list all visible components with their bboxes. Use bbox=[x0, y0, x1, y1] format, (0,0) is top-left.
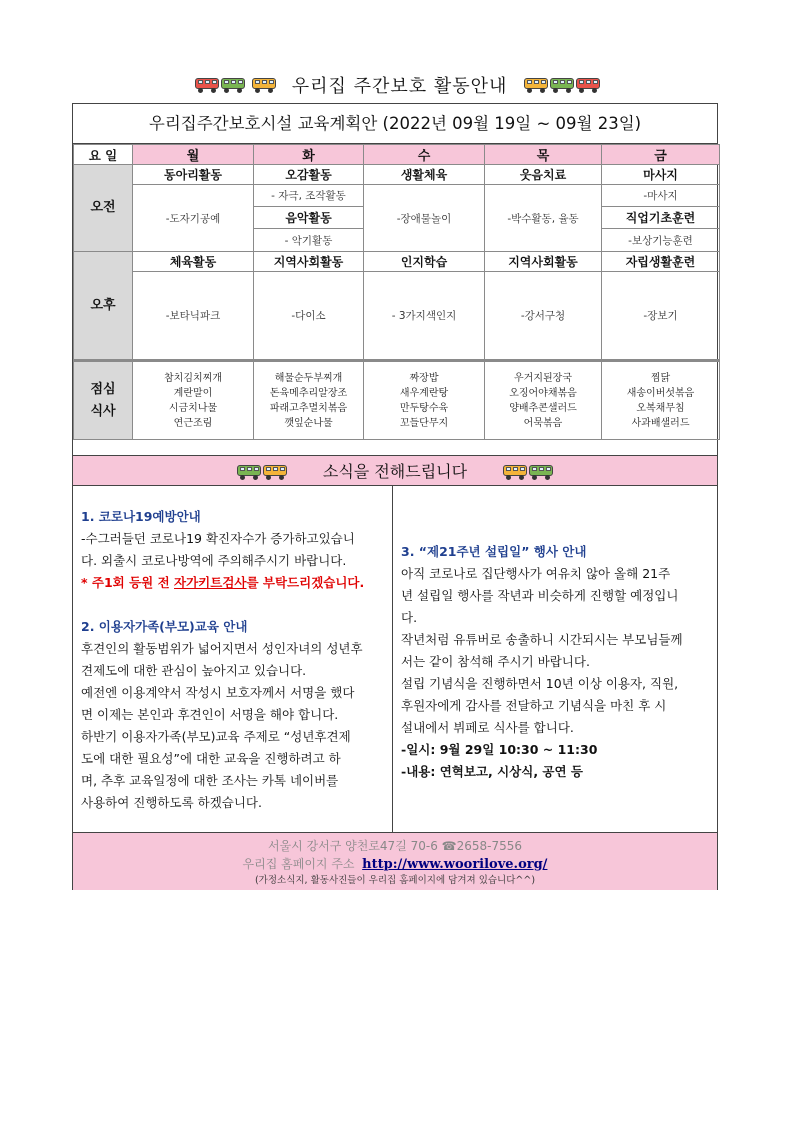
family-edu-line: 도에 대한 필요성”에 대한 교육을 진행하려고 하 bbox=[81, 751, 341, 766]
homepage-link[interactable]: http://www.woorilove.org/ bbox=[362, 857, 548, 872]
anniversary-line: 서는 같이 참석해 주시기 바랍니다. bbox=[401, 654, 590, 669]
train-icon bbox=[252, 77, 276, 93]
family-edu-line: 견제도에 대한 관심이 높아지고 있습니다. bbox=[81, 663, 307, 678]
morning-mon-detail: -도자기공예 bbox=[133, 185, 254, 252]
day-header-row bbox=[74, 145, 720, 165]
morning-thu-detail: -박수활동, 율동 bbox=[485, 185, 602, 252]
morning-fri-activity: 마사지 bbox=[602, 165, 720, 185]
news-title: 소식을 전해드립니다 bbox=[322, 462, 468, 481]
footer-homepage bbox=[73, 855, 717, 874]
morning-fri-activity-2: 직업기초훈련 bbox=[602, 207, 720, 229]
train-icon bbox=[237, 464, 261, 480]
yoil-label: 요 일 bbox=[74, 145, 133, 165]
meal-fri: 찜닭 새송이버섯볶음 오복채무침 사과배샐러드 bbox=[602, 361, 720, 440]
day-tue: 화 bbox=[254, 145, 364, 165]
homepage-label: 우리집 홈페이지 주소 bbox=[242, 857, 355, 871]
newsletter-frame bbox=[72, 103, 718, 890]
meal-tue: 해물순두부찌개 돈육메추리알장조 파래고추멸치볶음 깻잎순나물 bbox=[254, 361, 364, 440]
morning-tue-detail-2: - 악기활동 bbox=[254, 229, 364, 252]
anniversary-line: 아직 코로나로 집단행사가 여유치 않아 올해 21주 bbox=[401, 566, 671, 581]
family-edu-line: 하반기 이용자가족(부모)교육 주제로 “성년후견제 bbox=[81, 729, 351, 744]
afternoon-mon-detail: -보타닉파크 bbox=[133, 272, 254, 361]
day-mon: 월 bbox=[133, 145, 254, 165]
family-edu-line: 후견인의 활동범위가 넓어지면서 성인자녀의 성년후 bbox=[81, 641, 363, 656]
plan-title: 우리집주간보호시설 교육계획안 (2022년 09월 19일 ~ 09월 23일) bbox=[73, 104, 717, 144]
day-thu: 목 bbox=[485, 145, 602, 165]
news-right-column bbox=[393, 486, 716, 832]
family-edu-line: 사용하여 진행하도록 하겠습니다. bbox=[81, 795, 262, 810]
covid-line-1: -수그러들던 코로나19 확진자수가 증가하고있습니 bbox=[81, 531, 355, 546]
afternoon-wed-detail: - 3가지색인지 bbox=[364, 272, 485, 361]
morning-fri-detail-1: -마사지 bbox=[602, 185, 720, 207]
morning-tue-activity: 오감활동 bbox=[254, 165, 364, 185]
meal-mon: 참치김치찌개 계란말이 시금치나물 연근조림 bbox=[133, 361, 254, 440]
afternoon-act-row bbox=[74, 252, 720, 272]
afternoon-tue-detail: -다이소 bbox=[254, 272, 364, 361]
page-title: 우리집 주간보호 활동안내 bbox=[291, 76, 508, 97]
anniversary-content: -내용: 연혁보고, 시상식, 공연 등 bbox=[401, 764, 583, 779]
afternoon-detail-row bbox=[74, 272, 720, 361]
anniversary-date: -일시: 9월 29일 10:30 ~ 11:30 bbox=[401, 742, 598, 757]
train-icon bbox=[576, 77, 600, 93]
afternoon-label: 오후 bbox=[74, 252, 133, 361]
train-icon bbox=[524, 77, 548, 93]
covid-line-2: 다. 외출시 코로나방역에 주의해주시기 바랍니다. bbox=[81, 553, 347, 568]
train-icon bbox=[263, 464, 287, 480]
train-icon bbox=[195, 77, 219, 93]
train-icon bbox=[503, 464, 527, 480]
morning-tue-detail-1: - 자극, 조작활동 bbox=[254, 185, 364, 207]
family-edu-line: 면 이제는 본인과 후견인이 서명을 해야 합니다. bbox=[81, 707, 339, 722]
train-icon bbox=[221, 77, 245, 93]
anniversary-line: 다. bbox=[401, 610, 418, 625]
anniversary-line: 년 설립일 행사를 작년과 비슷하게 진행할 예정입니 bbox=[401, 588, 679, 603]
anniversary-line: 설내에서 뷔페로 식사를 합니다. bbox=[401, 720, 574, 735]
anniversary-line: 작년처럼 유튜버로 송출하니 시간되시는 부모님들께 bbox=[401, 632, 683, 647]
afternoon-thu-activity: 지역사회활동 bbox=[485, 252, 602, 272]
footer-address: 서울시 강서구 양천로47길 70-6 ☎2658-7556 bbox=[267, 839, 523, 853]
train-icon bbox=[550, 77, 574, 93]
anniversary-heading: 3. “제21주년 설립일” 행사 안내 bbox=[401, 544, 587, 559]
afternoon-thu-detail: -강서구청 bbox=[485, 272, 602, 361]
afternoon-mon-activity: 체육활동 bbox=[133, 252, 254, 272]
footer-note: (가정소식지, 활동사진들이 우리집 홈페이지에 담겨져 있습니다^^) bbox=[254, 875, 536, 886]
train-icon bbox=[529, 464, 553, 480]
news-left-column bbox=[73, 486, 393, 832]
page-header bbox=[0, 72, 794, 102]
news-header bbox=[73, 455, 717, 486]
footer bbox=[73, 832, 717, 890]
morning-label: 오전 bbox=[74, 165, 133, 252]
day-fri: 금 bbox=[602, 145, 720, 165]
meal-label: 점심 식사 bbox=[74, 361, 133, 440]
anniversary-line: 후원자에게 감사를 전달하고 기념식을 마친 후 시 bbox=[401, 698, 667, 713]
afternoon-fri-activity: 자립생활훈련 bbox=[602, 252, 720, 272]
afternoon-fri-detail: -장보기 bbox=[602, 272, 720, 361]
morning-detail-row-1 bbox=[74, 185, 720, 207]
family-edu-line: 며, 추후 교육일정에 대한 조사는 카톡 네이버를 bbox=[81, 773, 339, 788]
morning-tue-activity-2: 음악활동 bbox=[254, 207, 364, 229]
morning-fri-detail-2: -보상기능훈련 bbox=[602, 229, 720, 252]
afternoon-tue-activity: 지역사회활동 bbox=[254, 252, 364, 272]
morning-thu-activity: 웃음치료 bbox=[485, 165, 602, 185]
covid-notice: * 주1회 등원 전 자가키트검사를 부탁드리겠습니다. bbox=[81, 575, 365, 590]
afternoon-wed-activity: 인지학습 bbox=[364, 252, 485, 272]
morning-wed-detail: -장애물놀이 bbox=[364, 185, 485, 252]
morning-act-row bbox=[74, 165, 720, 185]
day-wed: 수 bbox=[364, 145, 485, 165]
morning-wed-activity: 생활체육 bbox=[364, 165, 485, 185]
anniversary-line: 설립 기념식을 진행하면서 10년 이상 이용자, 직원, bbox=[401, 676, 679, 691]
meal-thu: 우거지된장국 오징어야채볶음 양배추콘샐러드 어묵볶음 bbox=[485, 361, 602, 440]
morning-mon-activity: 동아리활동 bbox=[133, 165, 254, 185]
meal-row bbox=[74, 361, 720, 440]
family-edu-line: 예전엔 이용계약서 작성시 보호자께서 서명을 했다 bbox=[81, 685, 355, 700]
covid-heading: 1. 코로나19예방안내 bbox=[81, 509, 201, 524]
family-edu-heading: 2. 이용자가족(부모)교육 안내 bbox=[81, 619, 248, 634]
meal-wed: 짜장밥 새우계란탕 만두탕수육 꼬들단무지 bbox=[364, 361, 485, 440]
schedule-table bbox=[73, 144, 720, 440]
